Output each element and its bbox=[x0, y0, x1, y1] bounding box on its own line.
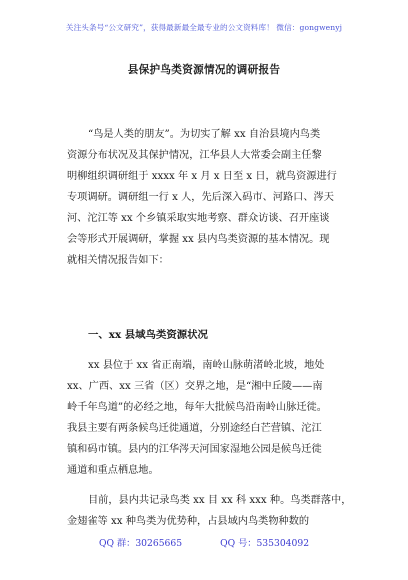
paragraph-line: 岭千年鸟道”的必经之地，每年大批候鸟沿南岭山脉迁徙。 bbox=[67, 402, 327, 413]
paragraph-line: 会等形式开展调研，掌握 xx 县内鸟类资源的基本情况。现 bbox=[67, 234, 330, 245]
paragraph-line: 明柳组织调研组于 xxxx 年 x 月 x 日至 x 日，就鸟资源进行 bbox=[67, 171, 337, 182]
paragraph-line: 金翅雀等 xx 种鸟类为优势种，占县域内鸟类物种数的 bbox=[67, 516, 310, 527]
paragraph-line: 目前，县内共记录鸟类 xx 目 xx 科 xxx 种。鸟类群落中， bbox=[88, 495, 352, 506]
intro-paragraph bbox=[67, 124, 342, 271]
footer-contact bbox=[0, 535, 408, 549]
paragraph-line: xx、广西、xx 三省（区）交界之地，是“湘中丘陵——南 bbox=[67, 381, 323, 392]
section-heading: 一、xx 县域鸟类资源状况 bbox=[88, 329, 208, 341]
paragraph-line: “鸟是人类的朋友”。为切实了解 xx 自治县境内鸟类 bbox=[88, 129, 321, 140]
paragraph-line: xx 县位于 xx 省正南端，南岭山脉萌渚岭北坡，地处 bbox=[88, 360, 325, 371]
paragraph-line: 通道和重点栖息地。 bbox=[67, 465, 159, 476]
paragraph-line: 我县主要有两条候鸟迁徙通道，分别途经白芒营镇、沱江 bbox=[67, 423, 322, 434]
paragraph-line: 资源分布状况及其保护情况，江华县人大常委会副主任黎 bbox=[67, 150, 322, 161]
bottom-paragraph bbox=[67, 490, 352, 532]
paragraph-line: 专项调研。调研组一行 x 人，先后深入码市、河路口、涔天 bbox=[67, 192, 334, 203]
section-paragraph bbox=[67, 355, 342, 481]
page-title: 县保护鸟类资源情况的调研报告 bbox=[127, 64, 281, 76]
promo-banner: 关注头条号“公文研究”，获得最新最全最专业的公文资料库！ 微信：gongwenyj bbox=[65, 23, 343, 32]
qq-group-label: QQ 群：30265665 bbox=[98, 538, 183, 549]
qq-number-label: QQ 号：535304092 bbox=[220, 538, 310, 549]
paragraph-line: 镇和码市镇。县内的江华涔天河国家湿地公园是候鸟迁徙 bbox=[67, 444, 322, 455]
paragraph-line: 就相关情况报告如下： bbox=[67, 255, 169, 266]
paragraph-line: 河、沱江等 xx 个乡镇采取实地考察、群众访谈、召开座谈 bbox=[67, 213, 330, 224]
